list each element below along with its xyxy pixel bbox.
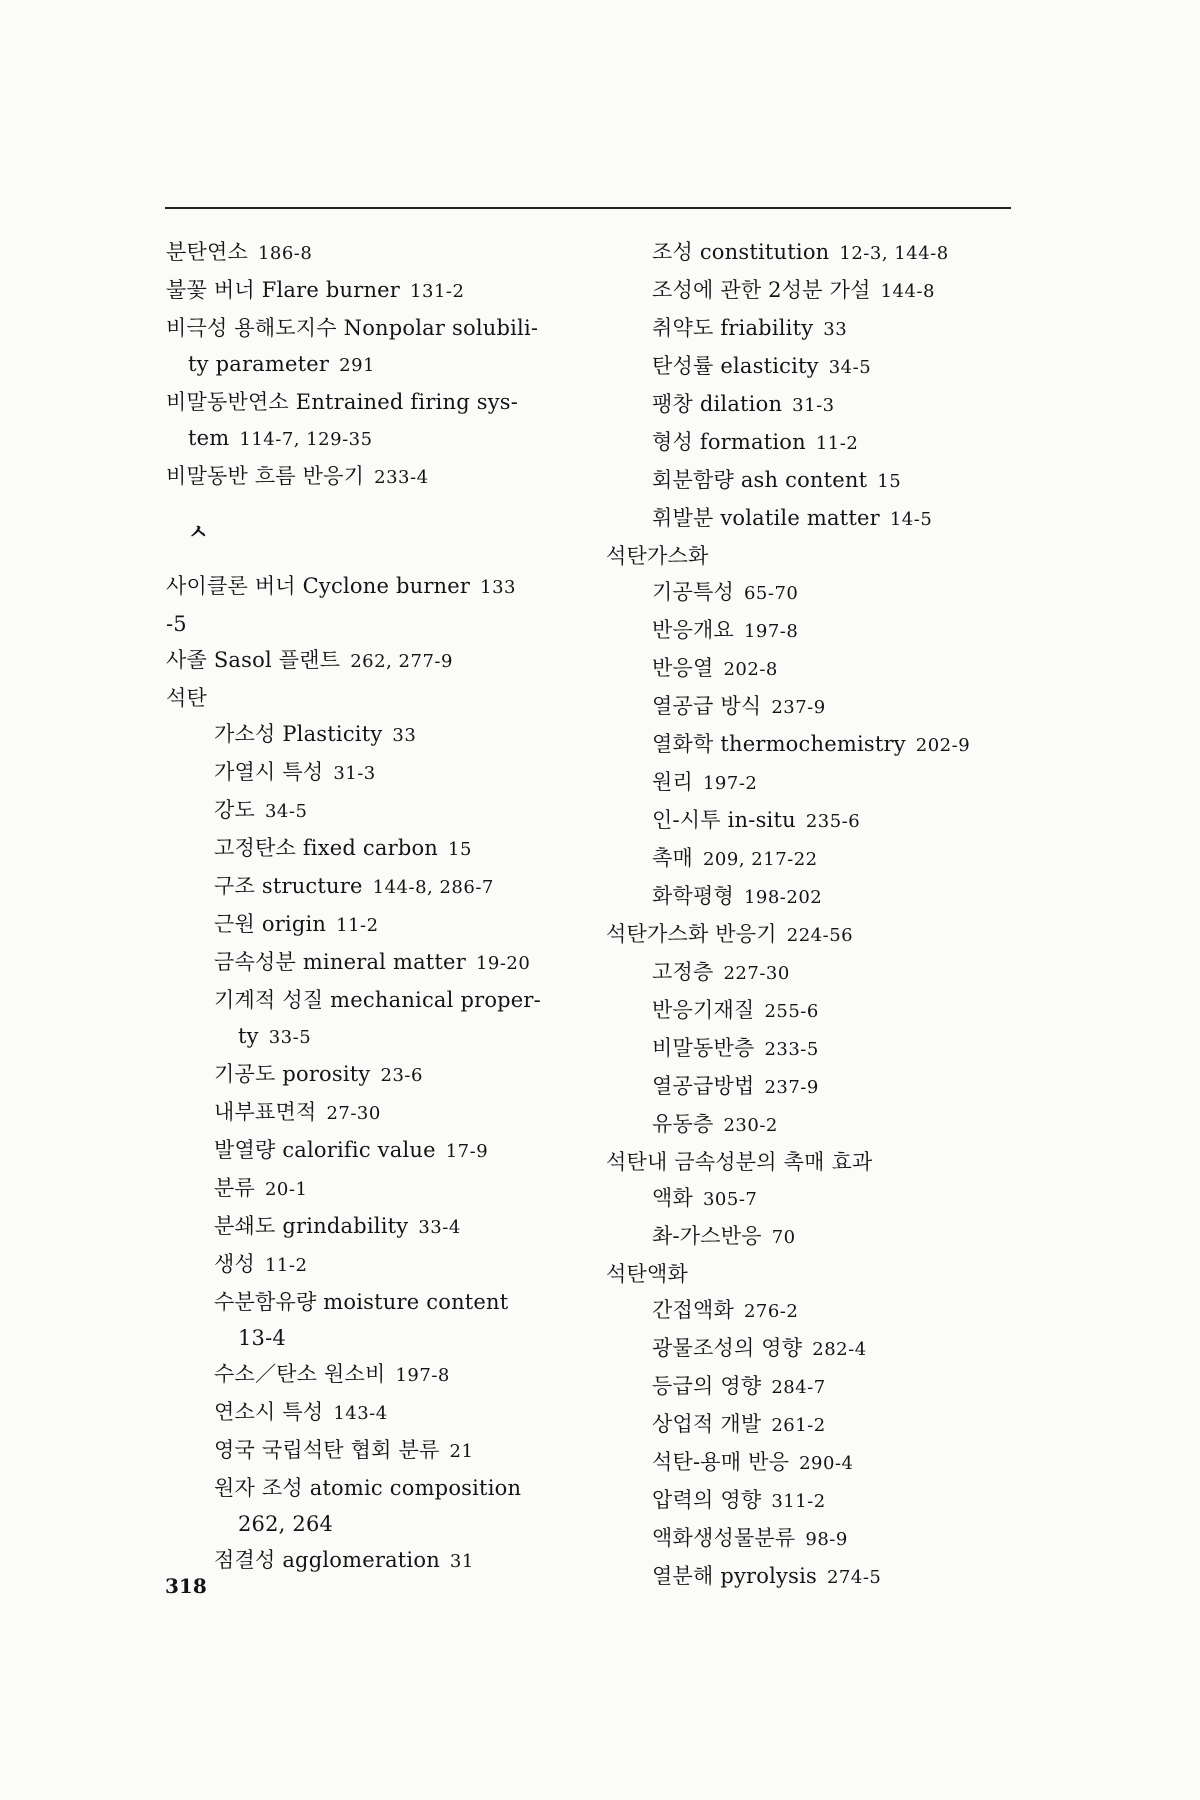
index-entry [166,680,586,716]
index-entry [166,906,586,944]
index-pages: 261-2 [771,1415,826,1436]
index-term: 열공급 방식 [652,694,762,718]
index-pages: 33 [392,725,417,746]
index-entry [166,1506,586,1542]
index-entry [606,386,1026,424]
index-entry [166,1542,586,1580]
index-pages: 230-2 [723,1115,778,1136]
index-entry [166,1246,586,1284]
index-term: 유동층 [652,1112,714,1136]
index-pages: 202-8 [723,659,778,680]
index-pages: 31-3 [333,763,376,784]
index-term: 조성 constitution [652,240,830,264]
index-entry [606,538,1026,574]
index-pages: 21 [449,1441,474,1462]
index-term: 석탄 [166,686,207,710]
index-entry [606,424,1026,462]
index-entry [166,1132,586,1170]
index-term: ㅅ [188,519,209,544]
index-term: 영국 국립석탄 협회 분류 [214,1438,440,1462]
index-term: 석탄-용매 반응 [652,1450,790,1474]
index-term: 열공급방법 [652,1074,755,1098]
index-term: 기공특성 [652,580,734,604]
index-column-right [606,234,1026,1596]
index-pages: 291 [339,355,376,376]
index-entry [166,868,586,906]
index-pages: 262, 277-9 [350,651,453,672]
index-entry [606,462,1026,500]
index-term: 휘발분 volatile matter [652,506,880,530]
index-term: 수소／탄소 원소비 [214,1362,386,1386]
index-term: 13-4 [238,1326,286,1350]
index-term: 열분해 pyrolysis [652,1564,817,1588]
index-section-heading [166,514,586,550]
index-entry [166,716,586,754]
index-pages: 290-4 [799,1453,854,1474]
index-entry [166,982,586,1018]
index-entry [606,612,1026,650]
index-entry [166,1432,586,1470]
index-entry [166,346,586,384]
index-pages: 224-56 [786,925,854,946]
index-entry [166,568,586,606]
index-term: 팽창 dilation [652,392,783,416]
index-entry [166,944,586,982]
index-pages: 23-6 [380,1065,423,1086]
index-entry [606,764,1026,802]
index-pages: 31-3 [792,395,835,416]
index-entry [606,1444,1026,1482]
index-pages: 70 [771,1227,796,1248]
index-term: 발열량 calorific value [214,1138,436,1162]
index-entry [606,234,1026,272]
index-pages: 33-4 [418,1217,461,1238]
index-term: 비말동반층 [652,1036,755,1060]
index-entry [606,650,1026,688]
index-term: tem [188,426,230,450]
index-entry [606,1520,1026,1558]
index-pages: 209, 217-22 [702,849,818,870]
index-entry [606,992,1026,1030]
index-entry [606,1330,1026,1368]
index-term: 액화생성물분류 [652,1526,796,1550]
index-pages: 276-2 [743,1301,799,1322]
index-term: 분쇄도 grindability [214,1214,409,1238]
index-term: 촉매 [652,846,693,870]
index-entry [166,1208,586,1246]
index-term: ty parameter [188,352,330,376]
index-term: 석탄가스화 반응기 [606,922,777,946]
index-entry [166,1320,586,1356]
index-pages: 34-5 [828,357,872,378]
index-term: 인-시투 in-situ [652,808,796,832]
index-entry [606,1218,1026,1256]
index-term: 연소시 특성 [214,1400,324,1424]
index-term: ty [238,1024,259,1048]
index-entry [606,310,1026,348]
index-entry [606,272,1026,310]
index-term: 취약도 friability [652,316,814,340]
index-term: 형성 formation [652,430,806,454]
index-entry [606,1068,1026,1106]
index-term: 기공도 porosity [214,1062,371,1086]
index-term: 사이클론 버너 Cyclone burner [166,574,471,598]
index-term: 촤-가스반응 [652,1224,762,1248]
index-term: 구조 structure [214,874,363,898]
index-entry [606,916,1026,954]
index-pages: 233-5 [764,1039,819,1060]
index-pages: 197-8 [395,1365,450,1386]
index-pages: 284-7 [771,1377,826,1398]
index-term: 고정층 [652,960,714,984]
index-term: 강도 [214,798,255,822]
index-pages: 202-9 [915,735,971,756]
index-term: 압력의 영향 [652,1488,762,1512]
index-pages: 237-9 [771,697,826,718]
index-entry [606,500,1026,538]
index-pages: 11-2 [815,433,859,454]
index-column-left [166,234,586,1580]
index-pages: 19-20 [475,953,531,974]
index-term: 가열시 특성 [214,760,324,784]
index-term: 석탄내 금속성분의 촉매 효과 [606,1150,873,1174]
index-term: 광물조성의 영향 [652,1336,803,1360]
index-entry [166,310,586,346]
index-term: 석탄액화 [606,1262,688,1286]
index-pages: 114-7, 129-35 [239,429,373,450]
index-pages: 282-4 [812,1339,867,1360]
index-term: 석탄가스화 [606,544,709,568]
index-entry [606,726,1026,764]
index-entry [606,1292,1026,1330]
index-pages: 98-9 [805,1529,848,1550]
index-term: 분탄연소 [166,240,248,264]
index-entry [166,1394,586,1432]
index-pages: 186-8 [257,243,313,264]
index-term: 분류 [214,1176,255,1200]
index-entry [166,384,586,420]
index-entry [166,792,586,830]
index-term: 열화학 thermochemistry [652,732,906,756]
index-pages: 233-4 [374,467,429,488]
index-pages: 131-2 [410,281,465,302]
index-pages: 235-6 [805,811,861,832]
index-entry [166,420,586,458]
index-pages: 144-8, 286-7 [372,877,494,898]
index-pages: 31 [449,1551,474,1572]
index-term: 생성 [214,1252,255,1276]
index-entry [166,1018,586,1056]
index-pages: 12-3, 144-8 [839,243,949,264]
index-term: 액화 [652,1186,693,1210]
index-pages: 14-5 [889,509,933,530]
index-entry [166,1170,586,1208]
index-entry [166,458,586,496]
index-entry [166,754,586,792]
index-entry [606,1106,1026,1144]
index-entry [606,878,1026,916]
index-entry [166,606,586,642]
index-term: 가소성 Plasticity [214,722,383,746]
index-term: 화학평형 [652,884,734,908]
index-entry [606,954,1026,992]
index-term: 비극성 용해도지수 Nonpolar solubili- [166,316,539,340]
index-term: -5 [166,612,187,636]
index-entry [606,574,1026,612]
index-entry [606,1030,1026,1068]
index-entry [166,1470,586,1506]
index-pages: 34-5 [264,801,308,822]
index-pages: 11-2 [264,1255,308,1276]
index-term: 불꽃 버너 Flare burner [166,278,401,302]
index-entry [606,1368,1026,1406]
index-entry [166,234,586,272]
index-term: 금속성분 mineral matter [214,950,466,974]
index-term: 원자 조성 atomic composition [214,1476,522,1500]
index-term: 간접액화 [652,1298,734,1322]
index-term: 고정탄소 fixed carbon [214,836,439,860]
index-entry [606,802,1026,840]
index-pages: 197-8 [743,621,799,642]
index-entry [606,688,1026,726]
index-pages: 237-9 [764,1077,819,1098]
index-entry [606,1144,1026,1180]
index-pages: 274-5 [826,1567,882,1588]
index-term: 점결성 agglomeration [214,1548,440,1572]
index-entry [606,1558,1026,1596]
index-term: 근원 origin [214,912,327,936]
index-term: 반응개요 [652,618,734,642]
index-term: 수분함유량 moisture content [214,1290,509,1314]
index-entry [166,830,586,868]
index-term: 내부표면적 [214,1100,317,1124]
index-term: 반응기재질 [652,998,755,1022]
index-term: 회분함량 ash content [652,468,868,492]
index-entry [606,840,1026,878]
index-pages: 65-70 [743,583,799,604]
index-entry [606,348,1026,386]
index-entry [166,1056,586,1094]
index-entry [606,1256,1026,1292]
index-term: 기계적 성질 mechanical proper- [214,988,541,1012]
index-term: 비말동반연소 Entrained firing sys- [166,390,519,414]
index-entry [166,1356,586,1394]
index-pages: 197-2 [702,773,758,794]
index-entry [166,1094,586,1132]
index-entry [606,1482,1026,1520]
index-pages: 143-4 [333,1403,388,1424]
index-term: 비말동반 흐름 반응기 [166,464,365,488]
index-pages: 15 [877,471,902,492]
index-pages: 15 [448,839,472,860]
header-rule [165,207,1011,209]
index-term: 조성에 관한 2성분 가설 [652,278,871,302]
index-entry [166,272,586,310]
index-pages: 133 [480,577,517,598]
index-entry [606,1180,1026,1218]
index-term: 262, 264 [238,1512,334,1536]
index-pages: 305-7 [702,1189,758,1210]
index-pages: 227-30 [723,963,790,984]
index-entry [166,642,586,680]
index-pages: 198-202 [743,887,823,908]
index-term: 탄성률 elasticity [652,354,819,378]
index-entry [606,1406,1026,1444]
index-entry [166,1284,586,1320]
index-term: 상업적 개발 [652,1412,762,1436]
index-term: 사졸 Sasol 플랜트 [166,648,341,672]
index-pages: 17-9 [445,1141,489,1162]
index-term: 원리 [652,770,693,794]
index-pages: 27-30 [326,1103,381,1124]
index-term: 등급의 영향 [652,1374,762,1398]
page-number: 318 [165,1574,207,1598]
index-pages: 33 [823,319,848,340]
index-pages: 20-1 [264,1179,308,1200]
index-pages: 144-8 [880,281,935,302]
index-term: 반응열 [652,656,714,680]
index-pages: 255-6 [764,1001,819,1022]
index-pages: 311-2 [771,1491,826,1512]
index-pages: 11-2 [336,915,379,936]
index-pages: 33-5 [268,1027,312,1048]
